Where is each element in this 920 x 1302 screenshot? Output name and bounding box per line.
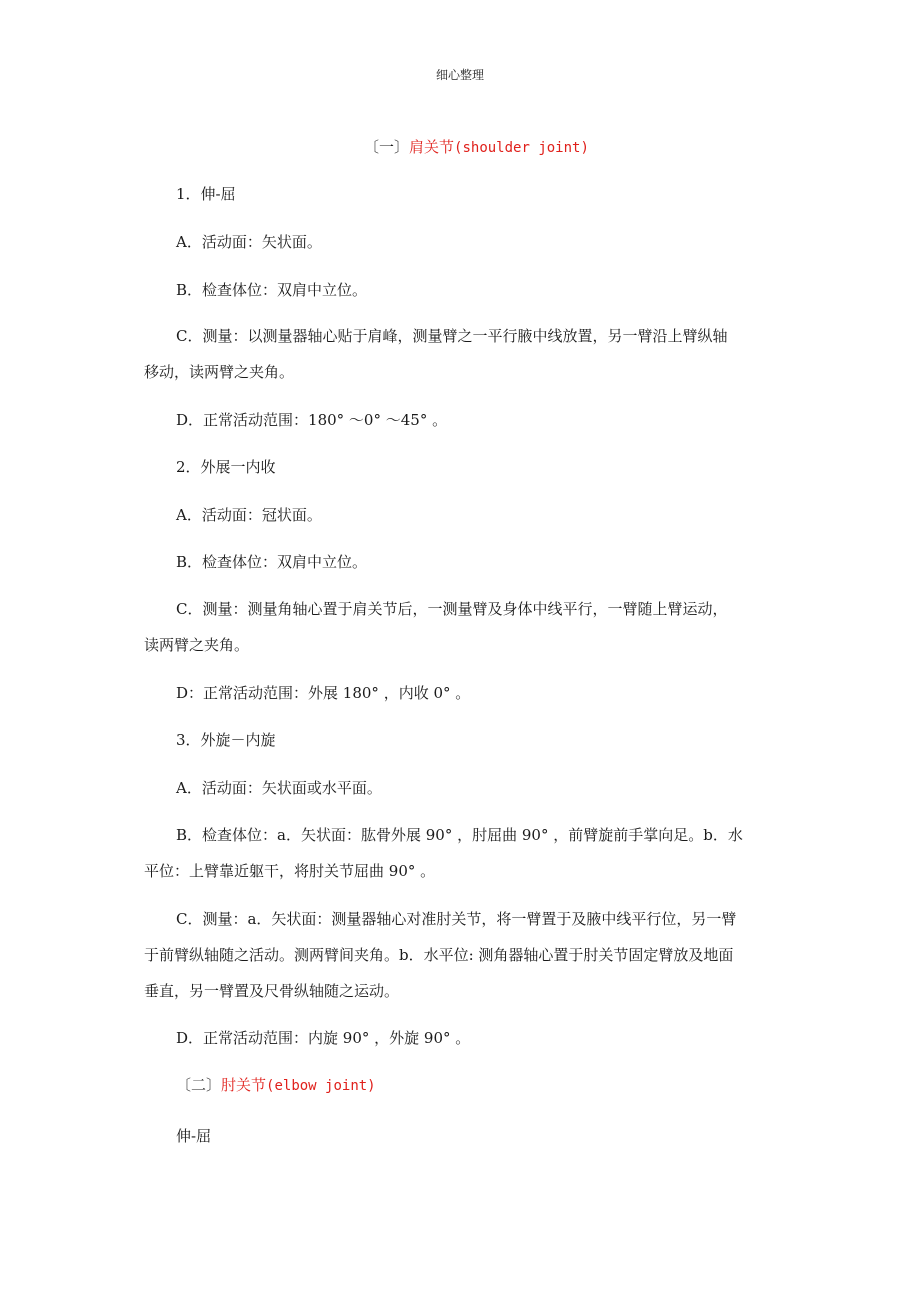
paragraph-line: C．测量：以测量器轴心贴于肩峰，测量臂之一平行腋中线放置，另一臂沿上臂纵轴: [176, 327, 728, 345]
paragraph: B．检查体位：双肩中立位。: [176, 281, 368, 299]
paragraph: D．正常活动范围：内旋 90° ，外旋 90° 。: [176, 1029, 471, 1047]
paragraph: D．正常活动范围：180° ～0° ～45° 。: [176, 411, 448, 429]
paragraph-line: 垂直，另一臂置及尺骨纵轴随之运动。: [144, 982, 400, 1000]
paragraph-line: B．检查体位：a．矢状面：肱骨外展 90° ，肘屈曲 90° ，前臂旋前手掌向足。b．水: [176, 826, 743, 844]
paragraph: D：正常活动范围：外展 180° ，内收 0° 。: [176, 684, 471, 702]
section-heading-shoulder: [364, 137, 589, 158]
paragraph-line: C．测量：测量角轴心置于肩关节后，一测量臂及身体中线平行，一臂随上臂运动，: [176, 600, 728, 618]
paragraph-line: 于前臂纵轴随之活动。测两臂间夹角。b．水平位: 测角器轴心置于肘关节固定臂放及地面: [144, 946, 734, 964]
section-title-en: (shoulder joint): [454, 140, 589, 156]
section-title-en: (elbow joint): [266, 1078, 376, 1094]
paragraph-line: 读两臂之夹角。: [144, 636, 250, 654]
section-number: 〔二〕: [176, 1076, 222, 1094]
paragraph: B．检查体位：双肩中立位。: [176, 553, 368, 571]
section-number: 〔一〕: [364, 138, 410, 156]
paragraph-line: 平位：上臂靠近躯干，将肘关节屈曲 90° 。: [144, 862, 436, 880]
section-title-cn: 肩关节: [409, 138, 455, 156]
subsection-heading: 伸-屈: [176, 1127, 212, 1145]
paragraph: A．活动面：矢状面或水平面。: [176, 779, 382, 797]
paragraph: A．活动面：矢状面。: [176, 233, 322, 251]
page-header: 细心整理: [435, 68, 484, 82]
subsection-heading: 3．外旋－内旋: [176, 731, 276, 749]
paragraph: A．活动面：冠状面。: [176, 506, 322, 524]
subsection-heading: 2．外展一内收: [176, 458, 276, 476]
subsection-heading: 1．伸-屈: [176, 185, 236, 203]
section-title-cn: 肘关节: [221, 1076, 267, 1094]
section-heading-elbow: [176, 1075, 376, 1096]
paragraph-line: C．测量：a．矢状面：测量器轴心对准肘关节，将一臂置于及腋中线平行位，另一臂: [176, 910, 737, 928]
paragraph-line: 移动，读两臂之夹角。: [144, 363, 295, 381]
